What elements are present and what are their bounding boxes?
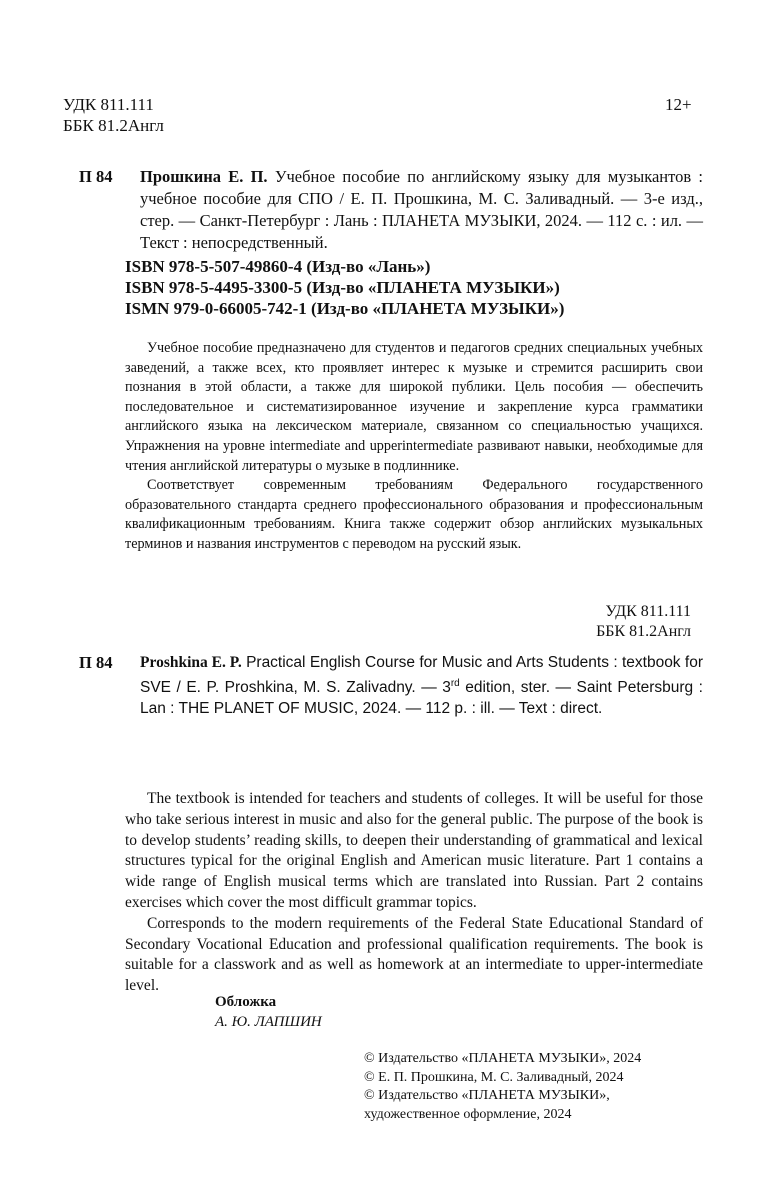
ismn-planet: ISMN 979-0-66005-742-1 (Изд-во «ПЛАНЕТА МУЗЫКИ») <box>125 299 565 318</box>
annotation-ru-para-1: Учебное пособие предназначено для студентов и педагогов средних специальных учебных заведений, а также всех, кто проявляет интерес к музыке и стремится расширить свои познания в этой области, а также для широкой публики. Цель пособия — обеспечить последовательное и систематизированное изучение и закрепление курса грамматики английского языка на лексическом материале, связанном со специальностью учащихся. Упражнения на уровне intermediate and upperintermediate развивают навыки, необходимые для чтения английской литературы о музыке в подлиннике. <box>125 340 703 474</box>
udk-bbk-mid <box>596 602 691 642</box>
isbn-lan: ISBN 978-5-507-49860-4 (Изд-во «Лань») <box>125 257 431 276</box>
bib-en-code: П 84 <box>79 653 113 672</box>
bib-ru-code: П 84 <box>79 167 113 186</box>
isbn-planet: ISBN 978-5-4495-3300-5 (Изд-во «ПЛАНЕТА МУЗЫКИ») <box>125 278 560 297</box>
annotation-ru <box>125 339 703 555</box>
bib-ru-text: Учебное пособие по английскому языку для музыкантов : учебное пособие для СПО / Е. П. Прошкина, М. С. Заливадный. — 3-е изд., стер. — Санкт-Петербург : Лань : ПЛАНЕТА МУЗЫКИ, 2024. — 112 с. : ил. — Текст : непосредственный. <box>140 167 703 252</box>
udk-code: УДК 811.111 <box>63 95 154 114</box>
isbn-list <box>125 256 564 319</box>
age-rating: 12+ <box>665 95 692 114</box>
copyright-line: художественное оформление, 2024 <box>364 1106 572 1122</box>
copyright-block <box>364 1050 641 1124</box>
annotation-en-para-1: The textbook is intended for teachers and students of colleges. It will be useful for those who take serious interest in music and also for the general public. The purpose of the book is to develop students’ reading skills, to deepen their understanding of grammatical and lexical structures typical for the original English and American music literature. Part 1 contains a wide range of English musical terms which are translated into Russian. Part 2 contains exercises which cover the most difficult grammar topics. <box>125 790 703 911</box>
bib-en-text-2: edition, ster. — Saint Petersburg : Lan : THE PLANET OF MUSIC, 2024. — 112 p. : ill. — Text : direct. <box>140 679 703 718</box>
bib-en-entry <box>140 652 703 719</box>
annotation-en <box>125 789 703 997</box>
bbk-code: ББК 81.2Англ <box>63 116 164 135</box>
cover-artist: А. Ю. ЛАПШИН <box>215 1014 322 1030</box>
udk-mid-code: УДК 811.111 <box>605 603 691 620</box>
bib-en-superscript: rd <box>450 678 460 689</box>
annotation-en-para-2: Corresponds to the modern requirements of the Federal State Educational Standard of Secondary Vocational Education and professional qualification requirements. The book is suitable for a classwork and as well as homework at an intermediate to upper-intermediate level. <box>125 914 703 995</box>
copyright-line: © Е. П. Прошкина, М. С. Заливадный, 2024 <box>364 1069 624 1085</box>
udk-bbk-header <box>63 94 164 136</box>
bib-ru-author: Прошкина Е. П. <box>140 167 268 186</box>
bbk-mid-code: ББК 81.2Англ <box>596 623 691 640</box>
cover-heading: Обложка <box>215 994 277 1010</box>
bib-en-text-1: Practical English Course for Music and Arts Students : textbook for SVE / E. P. Proshkina, M. S. Zalivadny. — 3 <box>140 654 703 697</box>
bib-ru-entry <box>140 166 703 254</box>
bib-en-author: Proshkina E. P. <box>140 654 242 671</box>
annotation-ru-para-2: Соответствует современным требованиям Федерального государственного образовательного стандарта среднего профессионального образования и профессиональным квалификационным требованиям. Книга также содержит обзор английских музыкальных терминов и названия инструментов с переводом на русский язык. <box>125 477 703 552</box>
copyright-line: © Издательство «ПЛАНЕТА МУЗЫКИ», <box>364 1088 610 1103</box>
cover-credit <box>215 992 322 1032</box>
copyright-line: © Издательство «ПЛАНЕТА МУЗЫКИ», 2024 <box>364 1051 642 1066</box>
